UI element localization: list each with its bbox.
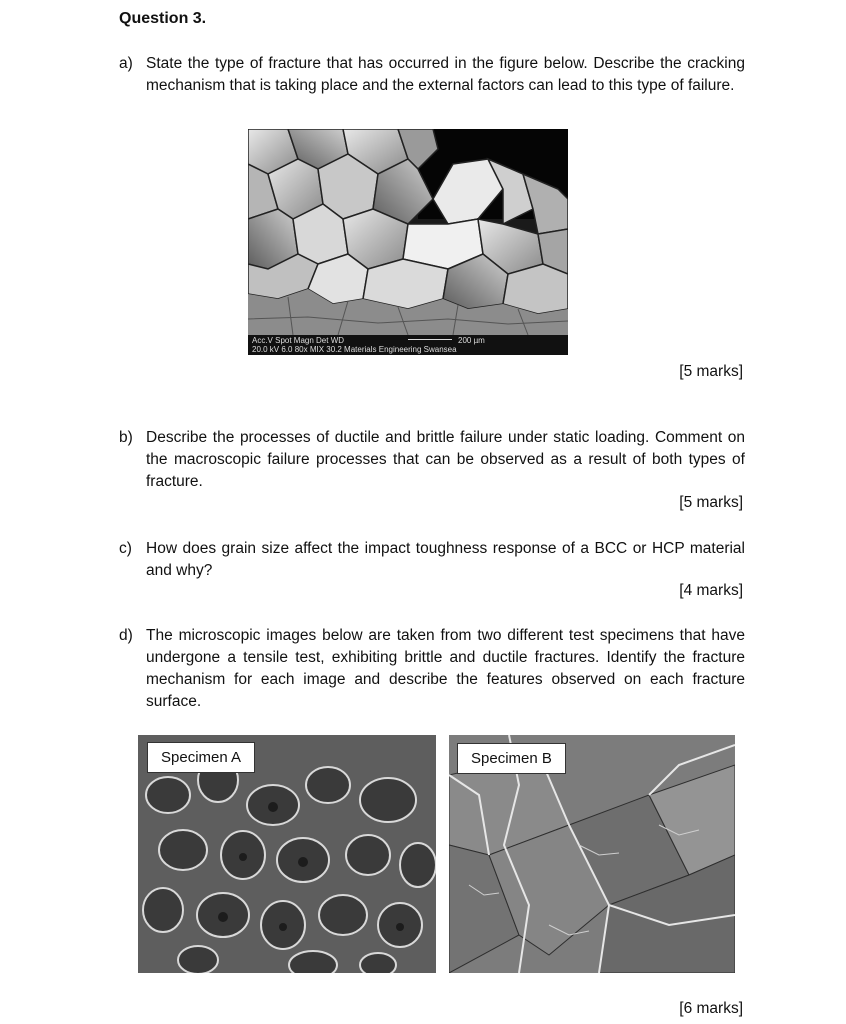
sem-grain-illustration (248, 129, 568, 355)
question-c (119, 538, 745, 582)
question-d (119, 625, 745, 713)
question-d-text: The microscopic images below are taken from two different test specimens that have undergone a tensile test, exhibiting brittle and ductile fractures. Identify the fracture mechanism for each image and describe the features observed on each fracture surface. (146, 627, 745, 710)
specimen-a-image (138, 735, 436, 973)
specimen-b-label: Specimen B (457, 743, 566, 774)
question-b-marks: [5 marks] (679, 494, 743, 511)
question-a-marks: [5 marks] (679, 363, 743, 380)
question-d-marks: [6 marks] (679, 1000, 743, 1017)
question-b (119, 427, 745, 493)
question-d-label: d) (119, 627, 133, 644)
sem-info-line2: 20.0 kV 6.0 80x MIX 30.2 Materials Engineering Swansea (252, 345, 457, 354)
question-c-text: How does grain size affect the impact toughness response of a BCC or HCP material and why? (146, 540, 745, 579)
question-b-text: Describe the processes of ductile and brittle failure under static loading. Comment on the macroscopic failure processes that can be observed as a result of both types of fracture. (146, 429, 745, 490)
specimen-a-label: Specimen A (147, 742, 255, 773)
sem-scale-label: 200 µm (458, 336, 485, 345)
question-a (119, 53, 745, 97)
sem-scale-bar (408, 339, 452, 340)
question-c-label: c) (119, 540, 132, 557)
question-c-marks: [4 marks] (679, 582, 743, 599)
question-title: Question 3. (119, 10, 207, 27)
intergranular-fracture-image (248, 129, 568, 355)
specimen-b-image (449, 735, 735, 973)
sem-info-line1: Acc.V Spot Magn Det WD (252, 336, 345, 345)
question-a-text: State the type of fracture that has occurred in the figure below. Describe the cracking mechanism that is taking place and the external factors can lead to this type of failure. (146, 55, 745, 94)
question-a-label: a) (119, 55, 133, 72)
sem-info-bar (248, 335, 568, 355)
question-b-label: b) (119, 429, 133, 446)
